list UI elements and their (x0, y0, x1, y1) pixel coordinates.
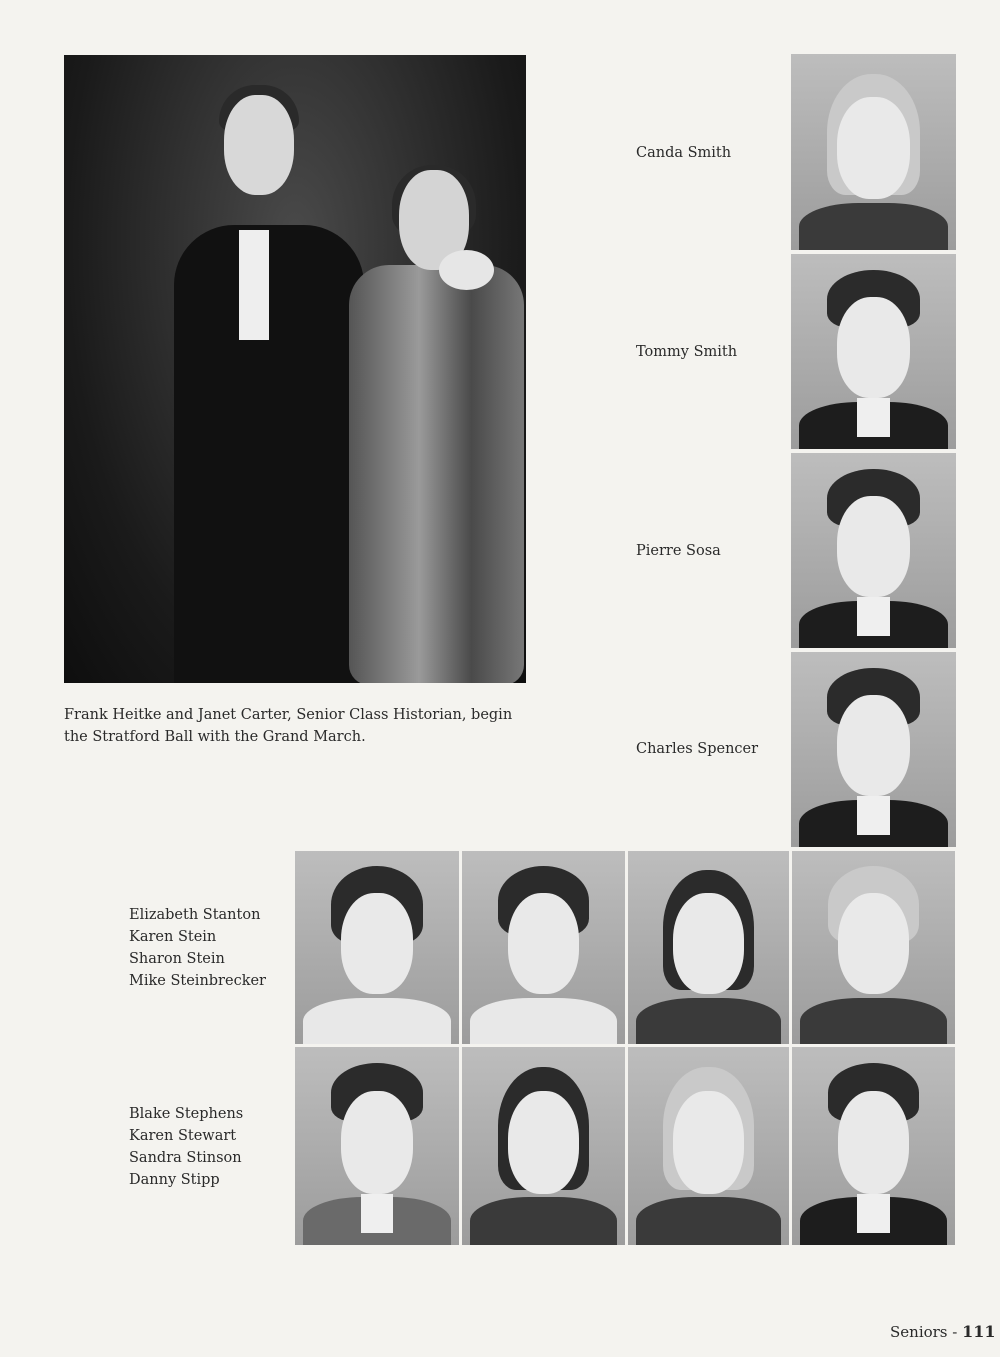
portrait-clothing (636, 998, 781, 1044)
portrait-face (508, 893, 580, 993)
name-label: Elizabeth Stanton (129, 907, 261, 923)
portrait-clothing (799, 203, 948, 250)
name-label: Sandra Stinson (129, 1150, 242, 1166)
name-label: Mike Steinbrecker (129, 973, 266, 989)
portrait-collar (857, 398, 890, 437)
portrait-collar (857, 597, 890, 636)
portrait-face (837, 496, 910, 597)
portrait-face (837, 297, 910, 398)
portrait-blake-stephens (295, 1047, 459, 1245)
grand-march-photo (64, 55, 526, 683)
portrait-canda-smith (791, 54, 956, 250)
name-label: Sharon Stein (129, 951, 225, 967)
man-head (224, 95, 294, 195)
portrait-face (673, 1091, 744, 1194)
man-figure (174, 225, 364, 683)
portrait-clothing (470, 1197, 617, 1245)
portrait-pierre-sosa (791, 453, 956, 648)
portrait-mike-steinbrecker (792, 851, 955, 1044)
page-footer (890, 1322, 996, 1341)
portrait-clothing (800, 998, 947, 1044)
portrait-clothing (636, 1197, 781, 1245)
portrait-clothing (470, 998, 617, 1044)
name-label: Karen Stewart (129, 1128, 237, 1144)
portrait-face (837, 97, 910, 199)
woman-dress (349, 265, 524, 683)
portrait-karen-stein (462, 851, 625, 1044)
portrait-sandra-stinson (628, 1047, 789, 1245)
name-label: Karen Stein (129, 929, 217, 945)
portrait-tommy-smith (791, 254, 956, 449)
photo-caption: Frank Heitke and Janet Carter, Senior Class Historian, begin the Stratford Ball with the Grand March. (64, 707, 513, 745)
corsage (439, 250, 494, 290)
portrait-collar (361, 1194, 394, 1234)
page-number: 111 (962, 1322, 996, 1341)
portrait-face (341, 893, 413, 993)
name-label: Danny Stipp (129, 1172, 220, 1188)
section-label: Seniors - (890, 1323, 958, 1341)
name-label: Charles Spencer (636, 741, 759, 757)
portrait-face (838, 1091, 910, 1194)
name-label: Pierre Sosa (636, 543, 721, 559)
portrait-face (837, 695, 910, 796)
portrait-clothing (303, 998, 451, 1044)
name-label: Canda Smith (636, 145, 732, 161)
portrait-face (838, 893, 910, 993)
name-label: Blake Stephens (129, 1106, 244, 1122)
man-shirt (239, 230, 269, 340)
row1-name-list (129, 904, 266, 992)
portrait-face (673, 893, 744, 993)
portrait-karen-stewart (462, 1047, 625, 1245)
portrait-face (508, 1091, 580, 1194)
portrait-danny-stipp (792, 1047, 955, 1245)
portrait-collar (857, 1194, 890, 1234)
portrait-elizabeth-stanton (295, 851, 459, 1044)
row2-name-list (129, 1103, 243, 1191)
portrait-collar (857, 796, 890, 835)
portrait-charles-spencer (791, 652, 956, 847)
portrait-sharon-stein (628, 851, 789, 1044)
name-label: Tommy Smith (636, 344, 738, 360)
portrait-face (341, 1091, 413, 1194)
